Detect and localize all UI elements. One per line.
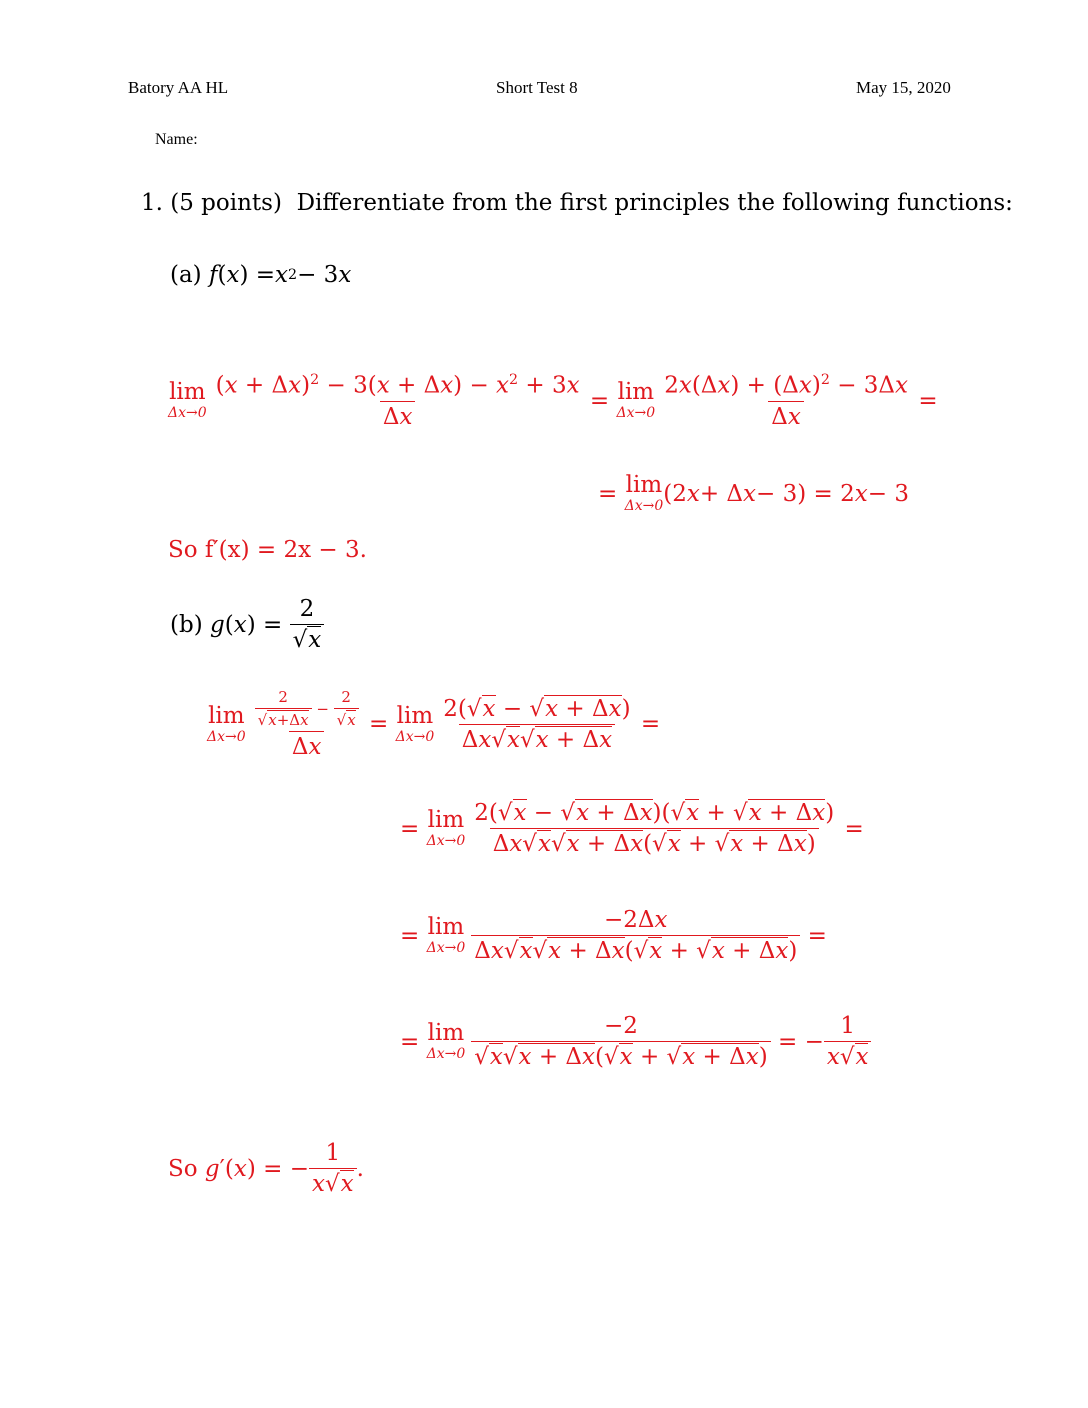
limit-operator: lim Δx→0 bbox=[168, 379, 207, 422]
question-text: Differentiate from the first principles the following functions: bbox=[296, 190, 1013, 216]
question-points: (5 points) bbox=[170, 190, 282, 216]
limit-operator: lim Δx→0 bbox=[426, 914, 466, 956]
limit-operator: lim Δx→0 bbox=[426, 1020, 466, 1062]
part-b-solution-line-1: lim Δx→0 $\frac{2}{√x+\Delta x}$ − $\frac{2}{√x}$ Δx = lim Δx→0 $\frac{2(√x - √x + \Delta x)}{\Delta x√x√x + \Delta x}$ = bbox=[207, 688, 661, 760]
part-b-answer: $\frac{1}{x√x}$ bbox=[309, 1140, 357, 1197]
part-b-solution-line-4: = lim Δx→0 $\frac{-2}{√x√x + \Delta x(√x + √x + \Delta x)}$ = − $\frac{1}{x√x}$ bbox=[400, 1013, 871, 1070]
part-a-solution-line-2: = lim Δx→0 (2 x + Δ x − 3) = 2 x − 3 bbox=[598, 472, 909, 514]
part-b-solution-line-2: = lim Δx→0 $\frac{2(√x - √x + \Delta x)(√x + √x + \Delta x)}{\Delta x√x√x + \Delta x(√x + √x + \Delta x)}$ = bbox=[400, 800, 864, 857]
limit-operator: lim Δx→0 bbox=[395, 702, 435, 745]
question-number: 1. bbox=[141, 190, 163, 216]
part-b-statement: (b) g ( x ) = $\frac{2}{√x}$ bbox=[170, 596, 324, 653]
test-date: May 15, 2020 bbox=[856, 78, 951, 97]
difference-quotient: $\frac{2}{√x+\Delta x}$ − $\frac{2}{√x}$ Δx bbox=[252, 688, 362, 760]
part-a-statement: (a) f ( x ) = x 2 − 3 x bbox=[170, 262, 352, 288]
name-label: Name: bbox=[155, 131, 198, 148]
course-label: Batory AA HL bbox=[128, 78, 229, 97]
limit-operator: lim Δx→0 bbox=[426, 807, 466, 849]
part-b-label: (b) bbox=[170, 611, 203, 638]
test-title: Short Test 8 bbox=[496, 78, 578, 97]
limit-operator: lim Δx→0 bbox=[616, 379, 656, 422]
question-prompt bbox=[141, 190, 1013, 216]
limit-operator: lim Δx→0 bbox=[207, 702, 246, 745]
part-a-conclusion: So f′(x) = 2x − 3. bbox=[168, 537, 367, 563]
part-a-solution-line-1: lim Δx→0 $\frac{(x + \Delta x)^2 - 3(x + \Delta x) - x^2 + 3x}{\Delta x}$ = lim Δx→0 $\frac{2x(\Delta x) + (\Delta x)^2 - 3\Delta x}{\Delta x}$ = bbox=[168, 372, 938, 430]
simplified-quotient: $\frac{2x(\Delta x) + (\Delta x)^2 - 3\Delta x}{\Delta x}$ bbox=[664, 372, 909, 430]
part-a-answer: f′(x) = 2x − 3. bbox=[204, 537, 367, 563]
difference-quotient: $\frac{(x + \Delta x)^2 - 3(x + \Delta x) - x^2 + 3x}{\Delta x}$ bbox=[215, 372, 580, 430]
part-b-conclusion: So g ′( x ) = − $\frac{1}{x√x}$ . bbox=[168, 1140, 364, 1197]
limit-operator: lim Δx→0 bbox=[624, 472, 664, 514]
part-b-solution-line-3: = lim Δx→0 $\frac{-2\Delta x}{\Delta x√x√x + \Delta x(√x + √x + \Delta x)}$ = bbox=[400, 907, 827, 964]
part-a-label: (a) bbox=[170, 262, 202, 288]
